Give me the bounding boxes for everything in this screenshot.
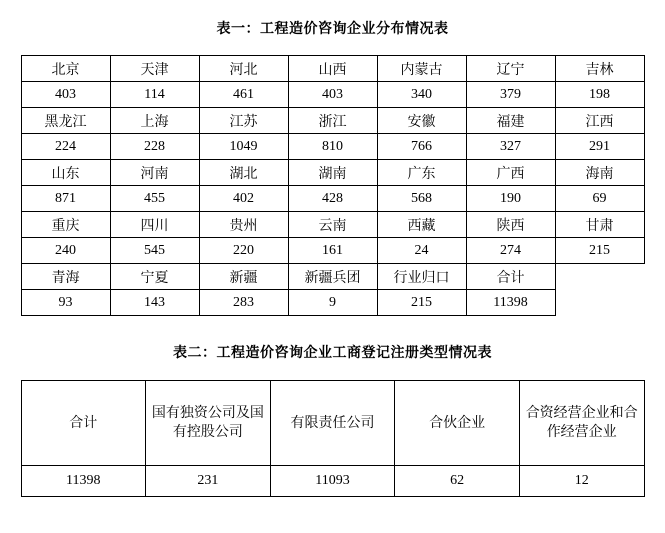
table-cell: 云南 bbox=[288, 212, 377, 238]
table-cell: 240 bbox=[21, 238, 110, 264]
table-cell: 143 bbox=[110, 290, 199, 316]
table-row bbox=[21, 82, 644, 108]
column-header: 合伙企业 bbox=[395, 381, 520, 466]
table-cell: 403 bbox=[21, 82, 110, 108]
table-cell: 340 bbox=[377, 82, 466, 108]
table-row bbox=[21, 212, 644, 238]
table-cell: 403 bbox=[288, 82, 377, 108]
table-cell: 内蒙古 bbox=[377, 56, 466, 82]
table-cell: 黑龙江 bbox=[21, 108, 110, 134]
table-cell: 吉林 bbox=[555, 56, 644, 82]
table-row bbox=[21, 186, 644, 212]
column-header: 国有独资公司及国有控股公司 bbox=[146, 381, 271, 466]
table-cell: 四川 bbox=[110, 212, 199, 238]
table1-title: 表一：工程造价咨询企业分布情况表 bbox=[216, 22, 449, 37]
table2-title: 表二：工程造价咨询企业工商登记注册类型情况表 bbox=[173, 346, 492, 361]
table-cell: 11093 bbox=[270, 466, 395, 497]
table-row bbox=[21, 160, 644, 186]
column-header: 合资经营企业和合作经营企业 bbox=[519, 381, 644, 466]
table-cell: 568 bbox=[377, 186, 466, 212]
table-cell: 新疆 bbox=[199, 264, 288, 290]
table-cell: 河北 bbox=[199, 56, 288, 82]
distribution-table bbox=[21, 55, 645, 316]
table-row bbox=[21, 238, 644, 264]
table-cell: 西藏 bbox=[377, 212, 466, 238]
table-cell: 461 bbox=[199, 82, 288, 108]
table-cell: 广西 bbox=[466, 160, 555, 186]
table-cell: 浙江 bbox=[288, 108, 377, 134]
table-row bbox=[21, 290, 644, 316]
table-cell: 上海 bbox=[110, 108, 199, 134]
table-cell-empty bbox=[555, 290, 644, 316]
table-cell: 河南 bbox=[110, 160, 199, 186]
table-cell: 220 bbox=[199, 238, 288, 264]
table-cell: 山东 bbox=[21, 160, 110, 186]
table-cell: 215 bbox=[555, 238, 644, 264]
table2-container bbox=[21, 380, 645, 497]
table-cell: 198 bbox=[555, 82, 644, 108]
table-cell: 海南 bbox=[555, 160, 644, 186]
table-cell: 新疆兵团 bbox=[288, 264, 377, 290]
registration-type-table bbox=[21, 380, 645, 497]
table-cell: 合计 bbox=[466, 264, 555, 290]
table-cell: 11398 bbox=[466, 290, 555, 316]
table-cell: 行业归口 bbox=[377, 264, 466, 290]
table-cell: 甘肃 bbox=[555, 212, 644, 238]
table-cell: 545 bbox=[110, 238, 199, 264]
table-cell: 安徽 bbox=[377, 108, 466, 134]
table-cell: 402 bbox=[199, 186, 288, 212]
column-header: 有限责任公司 bbox=[270, 381, 395, 466]
table-cell: 辽宁 bbox=[466, 56, 555, 82]
table-cell: 9 bbox=[288, 290, 377, 316]
table-cell: 青海 bbox=[21, 264, 110, 290]
table-cell: 215 bbox=[377, 290, 466, 316]
column-header: 合计 bbox=[21, 381, 146, 466]
table-cell: 江苏 bbox=[199, 108, 288, 134]
table-cell: 224 bbox=[21, 134, 110, 160]
table-cell: 69 bbox=[555, 186, 644, 212]
table-cell: 93 bbox=[21, 290, 110, 316]
table-cell: 62 bbox=[395, 466, 520, 497]
table-row bbox=[21, 108, 644, 134]
table-cell: 291 bbox=[555, 134, 644, 160]
table-cell: 重庆 bbox=[21, 212, 110, 238]
table-cell: 428 bbox=[288, 186, 377, 212]
table-cell: 宁夏 bbox=[110, 264, 199, 290]
table-cell: 北京 bbox=[21, 56, 110, 82]
table-cell: 24 bbox=[377, 238, 466, 264]
table-cell: 江西 bbox=[555, 108, 644, 134]
table-cell: 228 bbox=[110, 134, 199, 160]
table-cell: 455 bbox=[110, 186, 199, 212]
table-cell: 11398 bbox=[21, 466, 146, 497]
table-cell: 871 bbox=[21, 186, 110, 212]
table-cell: 贵州 bbox=[199, 212, 288, 238]
table-cell: 广东 bbox=[377, 160, 466, 186]
table-cell: 327 bbox=[466, 134, 555, 160]
table-cell: 190 bbox=[466, 186, 555, 212]
table-cell: 274 bbox=[466, 238, 555, 264]
table-cell: 福建 bbox=[466, 108, 555, 134]
table-cell: 12 bbox=[519, 466, 644, 497]
table-row bbox=[21, 466, 644, 497]
table-cell: 161 bbox=[288, 238, 377, 264]
table-row bbox=[21, 264, 644, 290]
table-cell: 283 bbox=[199, 290, 288, 316]
table-cell: 山西 bbox=[288, 56, 377, 82]
table-header-row bbox=[21, 381, 644, 466]
table-cell: 湖北 bbox=[199, 160, 288, 186]
table-cell: 天津 bbox=[110, 56, 199, 82]
table-cell: 1049 bbox=[199, 134, 288, 160]
table-cell: 231 bbox=[146, 466, 271, 497]
table-row bbox=[21, 56, 644, 82]
table-row bbox=[21, 134, 644, 160]
table-cell: 114 bbox=[110, 82, 199, 108]
table-cell: 陕西 bbox=[466, 212, 555, 238]
table-cell: 湖南 bbox=[288, 160, 377, 186]
table-cell: 810 bbox=[288, 134, 377, 160]
document-page bbox=[0, 18, 665, 533]
table-cell-empty bbox=[555, 264, 644, 290]
table-cell: 379 bbox=[466, 82, 555, 108]
table1-container bbox=[21, 55, 645, 316]
table-cell: 766 bbox=[377, 134, 466, 160]
